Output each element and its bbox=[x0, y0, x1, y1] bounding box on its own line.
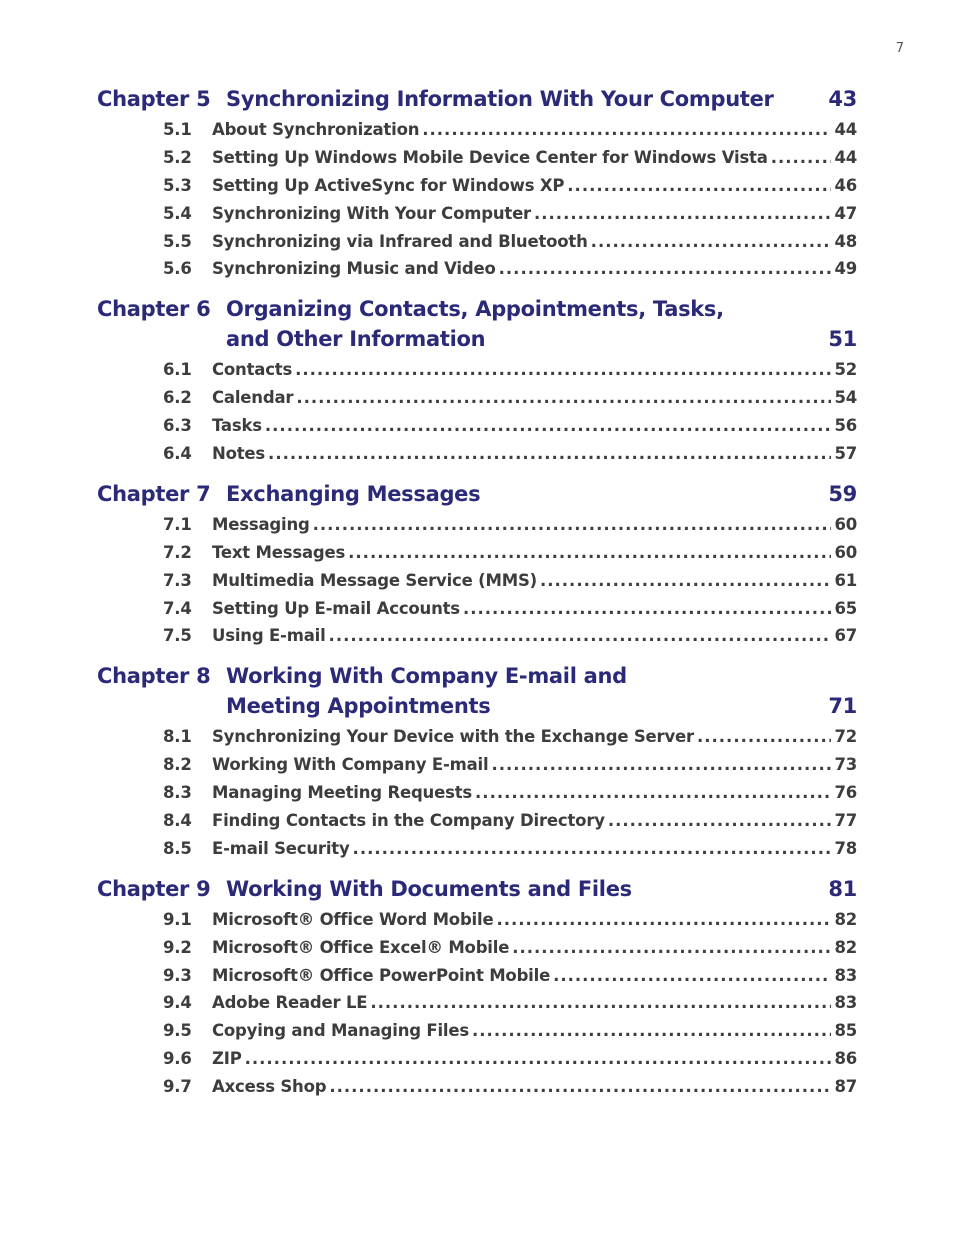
section-title: Messaging bbox=[212, 514, 310, 534]
section-title: Multimedia Message Service (MMS) bbox=[212, 570, 537, 590]
section-number: 8.4 bbox=[163, 811, 192, 831]
dot-leader bbox=[591, 228, 832, 256]
section-number: 7.5 bbox=[163, 626, 192, 646]
dot-leader bbox=[422, 116, 831, 144]
dot-leader bbox=[329, 622, 832, 650]
section-title: Synchronizing Your Device with the Exchange Server bbox=[212, 727, 694, 747]
section-title: Working With Company E-mail bbox=[212, 755, 489, 775]
section-number: 9.7 bbox=[163, 1077, 192, 1097]
toc-entry[interactable] bbox=[97, 412, 857, 440]
section-entry-body bbox=[212, 962, 857, 990]
toc-entry[interactable] bbox=[97, 116, 857, 144]
dot-leader bbox=[697, 723, 831, 751]
dot-leader bbox=[512, 934, 831, 962]
section-title: Calendar bbox=[212, 388, 294, 408]
section-entry-body bbox=[212, 440, 857, 468]
section-number: 5.6 bbox=[163, 259, 192, 279]
toc-entry[interactable] bbox=[97, 962, 857, 990]
toc-entry[interactable] bbox=[97, 906, 857, 934]
section-entry-body bbox=[212, 384, 857, 412]
section-entry-body bbox=[212, 356, 857, 384]
section-page-number: 85 bbox=[834, 1021, 857, 1041]
dot-leader bbox=[496, 906, 831, 934]
section-page-number: 57 bbox=[834, 444, 857, 464]
section-page-number: 48 bbox=[834, 231, 857, 251]
section-entry-body bbox=[212, 595, 857, 623]
section-title: Text Messages bbox=[212, 542, 346, 562]
section-number: 7.3 bbox=[163, 570, 192, 590]
dot-leader bbox=[295, 356, 831, 384]
toc-entry[interactable] bbox=[97, 356, 857, 384]
chapter-title bbox=[226, 874, 857, 904]
toc-entry[interactable] bbox=[97, 595, 857, 623]
chapter-label: Chapter 6 bbox=[97, 297, 211, 322]
section-page-number: 78 bbox=[834, 838, 857, 858]
section-title: Notes bbox=[212, 444, 266, 464]
section-page-number: 82 bbox=[834, 909, 857, 929]
dot-leader bbox=[245, 1045, 832, 1073]
section-list bbox=[97, 723, 857, 862]
chapter-page-number: 81 bbox=[828, 876, 857, 901]
section-number: 7.1 bbox=[163, 514, 192, 534]
chapter-heading[interactable] bbox=[97, 84, 857, 114]
section-page-number: 44 bbox=[834, 120, 857, 139]
section-title: Adobe Reader LE bbox=[212, 993, 368, 1013]
section-title: ZIP bbox=[212, 1049, 242, 1069]
toc-entry[interactable] bbox=[97, 144, 857, 172]
section-title: Setting Up E-mail Accounts bbox=[212, 598, 460, 618]
section-page-number: 82 bbox=[834, 937, 857, 957]
section-page-number: 87 bbox=[834, 1077, 857, 1097]
chapter-heading[interactable] bbox=[97, 874, 857, 904]
chapter-label: Chapter 5 bbox=[97, 87, 211, 111]
section-number: 9.5 bbox=[163, 1021, 192, 1041]
section-number: 9.2 bbox=[163, 937, 192, 957]
dot-leader bbox=[567, 172, 831, 200]
dot-leader bbox=[491, 751, 831, 779]
section-number: 6.4 bbox=[163, 444, 192, 464]
chapter-heading[interactable] bbox=[97, 294, 857, 354]
section-title: Setting Up ActiveSync for Windows XP bbox=[212, 175, 565, 195]
dot-leader bbox=[475, 779, 831, 807]
section-list bbox=[97, 116, 857, 283]
section-number: 9.6 bbox=[163, 1049, 192, 1069]
section-number: 6.3 bbox=[163, 416, 192, 436]
dot-leader bbox=[370, 989, 831, 1017]
section-title: Axcess Shop bbox=[212, 1077, 327, 1097]
toc-entry[interactable] bbox=[97, 723, 857, 751]
section-number: 5.5 bbox=[163, 231, 192, 251]
section-page-number: 49 bbox=[834, 259, 857, 279]
toc-entry[interactable] bbox=[97, 200, 857, 228]
toc-entry[interactable] bbox=[97, 779, 857, 807]
section-number: 5.2 bbox=[163, 147, 192, 167]
toc-entry[interactable] bbox=[97, 835, 857, 863]
chapter-heading[interactable] bbox=[97, 479, 857, 509]
section-page-number: 83 bbox=[834, 993, 857, 1013]
dot-leader bbox=[329, 1073, 831, 1101]
section-list bbox=[97, 511, 857, 650]
dot-leader bbox=[540, 567, 831, 595]
chapter-title-line: Exchanging Messages bbox=[226, 481, 481, 506]
section-entry-body bbox=[212, 511, 857, 539]
section-page-number: 60 bbox=[834, 542, 857, 562]
chapter-label: Chapter 8 bbox=[97, 664, 211, 689]
section-page-number: 65 bbox=[834, 598, 857, 618]
section-page-number: 56 bbox=[834, 416, 857, 436]
section-entry-body bbox=[212, 255, 857, 283]
section-number: 5.4 bbox=[163, 203, 192, 223]
section-title: Synchronizing Music and Video bbox=[212, 259, 496, 279]
toc-entry[interactable] bbox=[97, 934, 857, 962]
section-page-number: 86 bbox=[834, 1049, 857, 1069]
table-of-contents bbox=[97, 84, 857, 1112]
section-list bbox=[97, 356, 857, 468]
section-title: About Synchronization bbox=[212, 120, 420, 139]
section-entry-body bbox=[212, 1045, 857, 1073]
section-number: 6.2 bbox=[163, 388, 192, 408]
chapter-label: Chapter 7 bbox=[97, 481, 211, 506]
chapter-page-number: 59 bbox=[828, 481, 857, 506]
dot-leader bbox=[265, 412, 832, 440]
section-title: E-mail Security bbox=[212, 838, 350, 858]
section-number: 8.5 bbox=[163, 838, 192, 858]
section-number: 8.2 bbox=[163, 755, 192, 775]
dot-leader bbox=[463, 595, 832, 623]
section-number: 8.3 bbox=[163, 783, 192, 803]
chapter-section bbox=[97, 294, 857, 468]
chapter-page-number: 43 bbox=[828, 87, 857, 111]
section-entry-body bbox=[212, 751, 857, 779]
section-entry-body bbox=[212, 539, 857, 567]
dot-leader bbox=[472, 1017, 831, 1045]
section-entry-body bbox=[212, 835, 857, 863]
section-entry-body bbox=[212, 412, 857, 440]
section-entry-body bbox=[212, 622, 857, 650]
section-page-number: 73 bbox=[834, 755, 857, 775]
section-page-number: 52 bbox=[834, 360, 857, 380]
section-entry-body bbox=[212, 779, 857, 807]
page-number: 7 bbox=[895, 41, 904, 56]
section-page-number: 83 bbox=[834, 965, 857, 985]
section-number: 9.4 bbox=[163, 993, 192, 1013]
dot-leader bbox=[534, 200, 831, 228]
section-page-number: 54 bbox=[834, 388, 857, 408]
chapter-section bbox=[97, 84, 857, 283]
toc-entry[interactable] bbox=[97, 384, 857, 412]
section-title: Tasks bbox=[212, 416, 262, 436]
chapter-title bbox=[226, 294, 857, 354]
chapter-heading[interactable] bbox=[97, 661, 857, 721]
section-entry-body bbox=[212, 906, 857, 934]
section-list bbox=[97, 906, 857, 1101]
dot-leader bbox=[348, 539, 831, 567]
section-page-number: 61 bbox=[834, 570, 857, 590]
section-number: 8.1 bbox=[163, 727, 192, 747]
section-number: 9.3 bbox=[163, 965, 192, 985]
section-entry-body bbox=[212, 116, 857, 144]
section-page-number: 67 bbox=[834, 626, 857, 646]
chapter-title-line: Organizing Contacts, Appointments, Tasks, bbox=[226, 297, 724, 322]
section-entry-body bbox=[212, 1073, 857, 1101]
dot-leader bbox=[771, 144, 832, 172]
section-number: 6.1 bbox=[163, 360, 192, 380]
section-entry-body bbox=[212, 567, 857, 595]
section-title: Microsoft® Office PowerPoint Mobile bbox=[212, 965, 551, 985]
section-entry-body bbox=[212, 807, 857, 835]
chapter-title-line: and Other Information bbox=[226, 327, 486, 352]
toc-entry[interactable] bbox=[97, 989, 857, 1017]
section-entry-body bbox=[212, 144, 857, 172]
section-entry-body bbox=[212, 200, 857, 228]
section-number: 5.1 bbox=[163, 120, 192, 139]
section-title: Managing Meeting Requests bbox=[212, 783, 473, 803]
section-number: 7.2 bbox=[163, 542, 192, 562]
section-title: Synchronizing via Infrared and Bluetooth bbox=[212, 231, 588, 251]
dot-leader bbox=[499, 255, 832, 283]
toc-entry[interactable] bbox=[97, 1073, 857, 1101]
section-title: Contacts bbox=[212, 360, 293, 380]
section-title: Setting Up Windows Mobile Device Center for Windows Vista bbox=[212, 147, 768, 167]
toc-entry[interactable] bbox=[97, 440, 857, 468]
section-number: 7.4 bbox=[163, 598, 192, 618]
toc-entry[interactable] bbox=[97, 255, 857, 283]
section-entry-body bbox=[212, 172, 857, 200]
dot-leader bbox=[268, 440, 831, 468]
toc-entry[interactable] bbox=[97, 622, 857, 650]
section-page-number: 77 bbox=[834, 811, 857, 831]
chapter-section bbox=[97, 661, 857, 862]
chapter-title bbox=[226, 661, 857, 721]
dot-leader bbox=[296, 384, 831, 412]
section-page-number: 46 bbox=[834, 175, 857, 195]
chapter-title-line: Working With Documents and Files bbox=[226, 876, 632, 901]
toc-entry[interactable] bbox=[97, 172, 857, 200]
section-title: Using E-mail bbox=[212, 626, 326, 646]
section-entry-body bbox=[212, 989, 857, 1017]
section-title: Synchronizing With Your Computer bbox=[212, 203, 531, 223]
toc-entry[interactable] bbox=[97, 751, 857, 779]
section-title: Finding Contacts in the Company Directory bbox=[212, 811, 605, 831]
section-page-number: 76 bbox=[834, 783, 857, 803]
toc-entry[interactable] bbox=[97, 1045, 857, 1073]
dot-leader bbox=[553, 962, 831, 990]
chapter-title-line: Meeting Appointments bbox=[226, 694, 491, 719]
section-number: 9.1 bbox=[163, 909, 192, 929]
section-title: Microsoft® Office Word Mobile bbox=[212, 909, 494, 929]
section-number: 5.3 bbox=[163, 175, 192, 195]
section-entry-body bbox=[212, 1017, 857, 1045]
dot-leader bbox=[353, 835, 832, 863]
chapter-title bbox=[226, 479, 857, 509]
section-page-number: 72 bbox=[834, 727, 857, 747]
chapter-section bbox=[97, 479, 857, 650]
section-entry-body bbox=[212, 723, 857, 751]
chapter-title bbox=[226, 84, 857, 114]
chapter-title-line: Working With Company E-mail and bbox=[226, 664, 627, 689]
section-title: Microsoft® Office Excel® Mobile bbox=[212, 937, 510, 957]
toc-entry[interactable] bbox=[97, 807, 857, 835]
chapter-section bbox=[97, 874, 857, 1101]
section-title: Copying and Managing Files bbox=[212, 1021, 470, 1041]
toc-entry[interactable] bbox=[97, 228, 857, 256]
section-page-number: 47 bbox=[834, 203, 857, 223]
chapter-title-line: Synchronizing Information With Your Computer bbox=[226, 87, 774, 111]
chapter-label: Chapter 9 bbox=[97, 876, 211, 901]
toc-entry[interactable] bbox=[97, 539, 857, 567]
section-page-number: 44 bbox=[834, 147, 857, 167]
chapter-page-number: 51 bbox=[828, 327, 857, 352]
dot-leader bbox=[313, 511, 832, 539]
section-entry-body bbox=[212, 228, 857, 256]
section-page-number: 60 bbox=[834, 514, 857, 534]
toc-entry[interactable] bbox=[97, 1017, 857, 1045]
section-entry-body bbox=[212, 934, 857, 962]
dot-leader bbox=[608, 807, 832, 835]
toc-entry[interactable] bbox=[97, 567, 857, 595]
chapter-page-number: 71 bbox=[828, 694, 857, 719]
toc-entry[interactable] bbox=[97, 511, 857, 539]
